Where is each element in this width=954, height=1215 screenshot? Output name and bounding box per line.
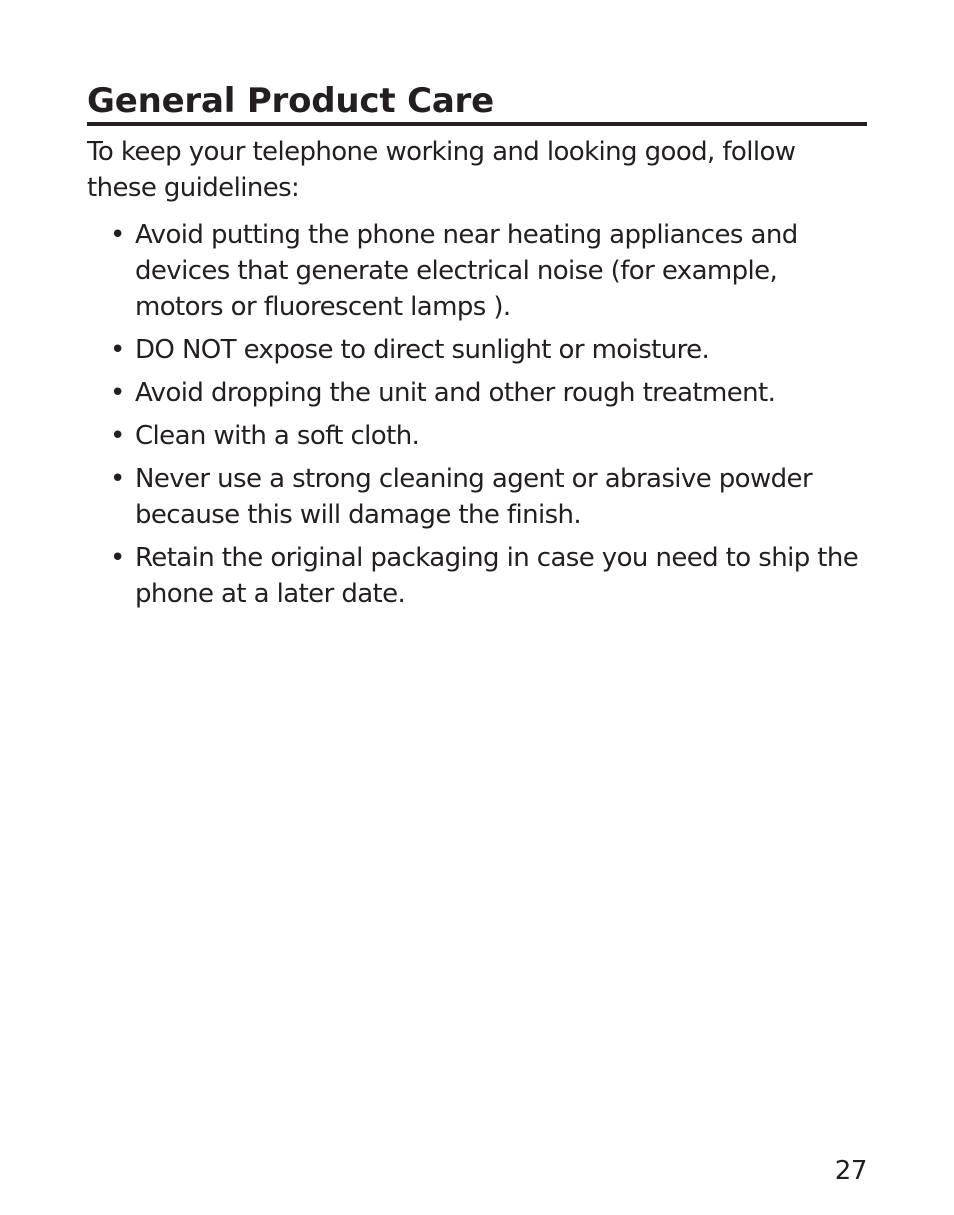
list-item-text: Avoid putting the phone near heating appliances and devices that generate electrical noise (for example, motors or fluorescent lamps ). xyxy=(135,220,798,322)
list-item xyxy=(87,217,867,325)
bullet-icon: • xyxy=(110,220,125,250)
page-title: General Product Care xyxy=(87,80,867,126)
page-content xyxy=(87,80,867,619)
bullet-icon: • xyxy=(110,335,125,365)
list-item xyxy=(87,461,867,533)
list-item-text: Never use a strong cleaning agent or abrasive powder because this will damage the finish. xyxy=(135,464,813,530)
list-item xyxy=(87,418,867,454)
list-item xyxy=(87,375,867,411)
list-item-text: DO NOT expose to direct sunlight or moisture. xyxy=(135,335,710,365)
bullet-icon: • xyxy=(110,464,125,494)
list-item-text: Avoid dropping the unit and other rough treatment. xyxy=(135,378,776,408)
list-item-text: Clean with a soft cloth. xyxy=(135,421,420,451)
bullet-icon: • xyxy=(110,543,125,573)
list-item xyxy=(87,332,867,368)
list-item-text: Retain the original packaging in case you need to ship the phone at a later date. xyxy=(135,543,859,609)
intro-paragraph: To keep your telephone working and looking good, follow these guidelines: xyxy=(87,137,796,203)
page-number: 27 xyxy=(834,1156,867,1186)
bullet-icon: • xyxy=(110,378,125,408)
bullet-icon: • xyxy=(110,421,125,451)
guidelines-list xyxy=(87,217,867,612)
list-item xyxy=(87,540,867,612)
